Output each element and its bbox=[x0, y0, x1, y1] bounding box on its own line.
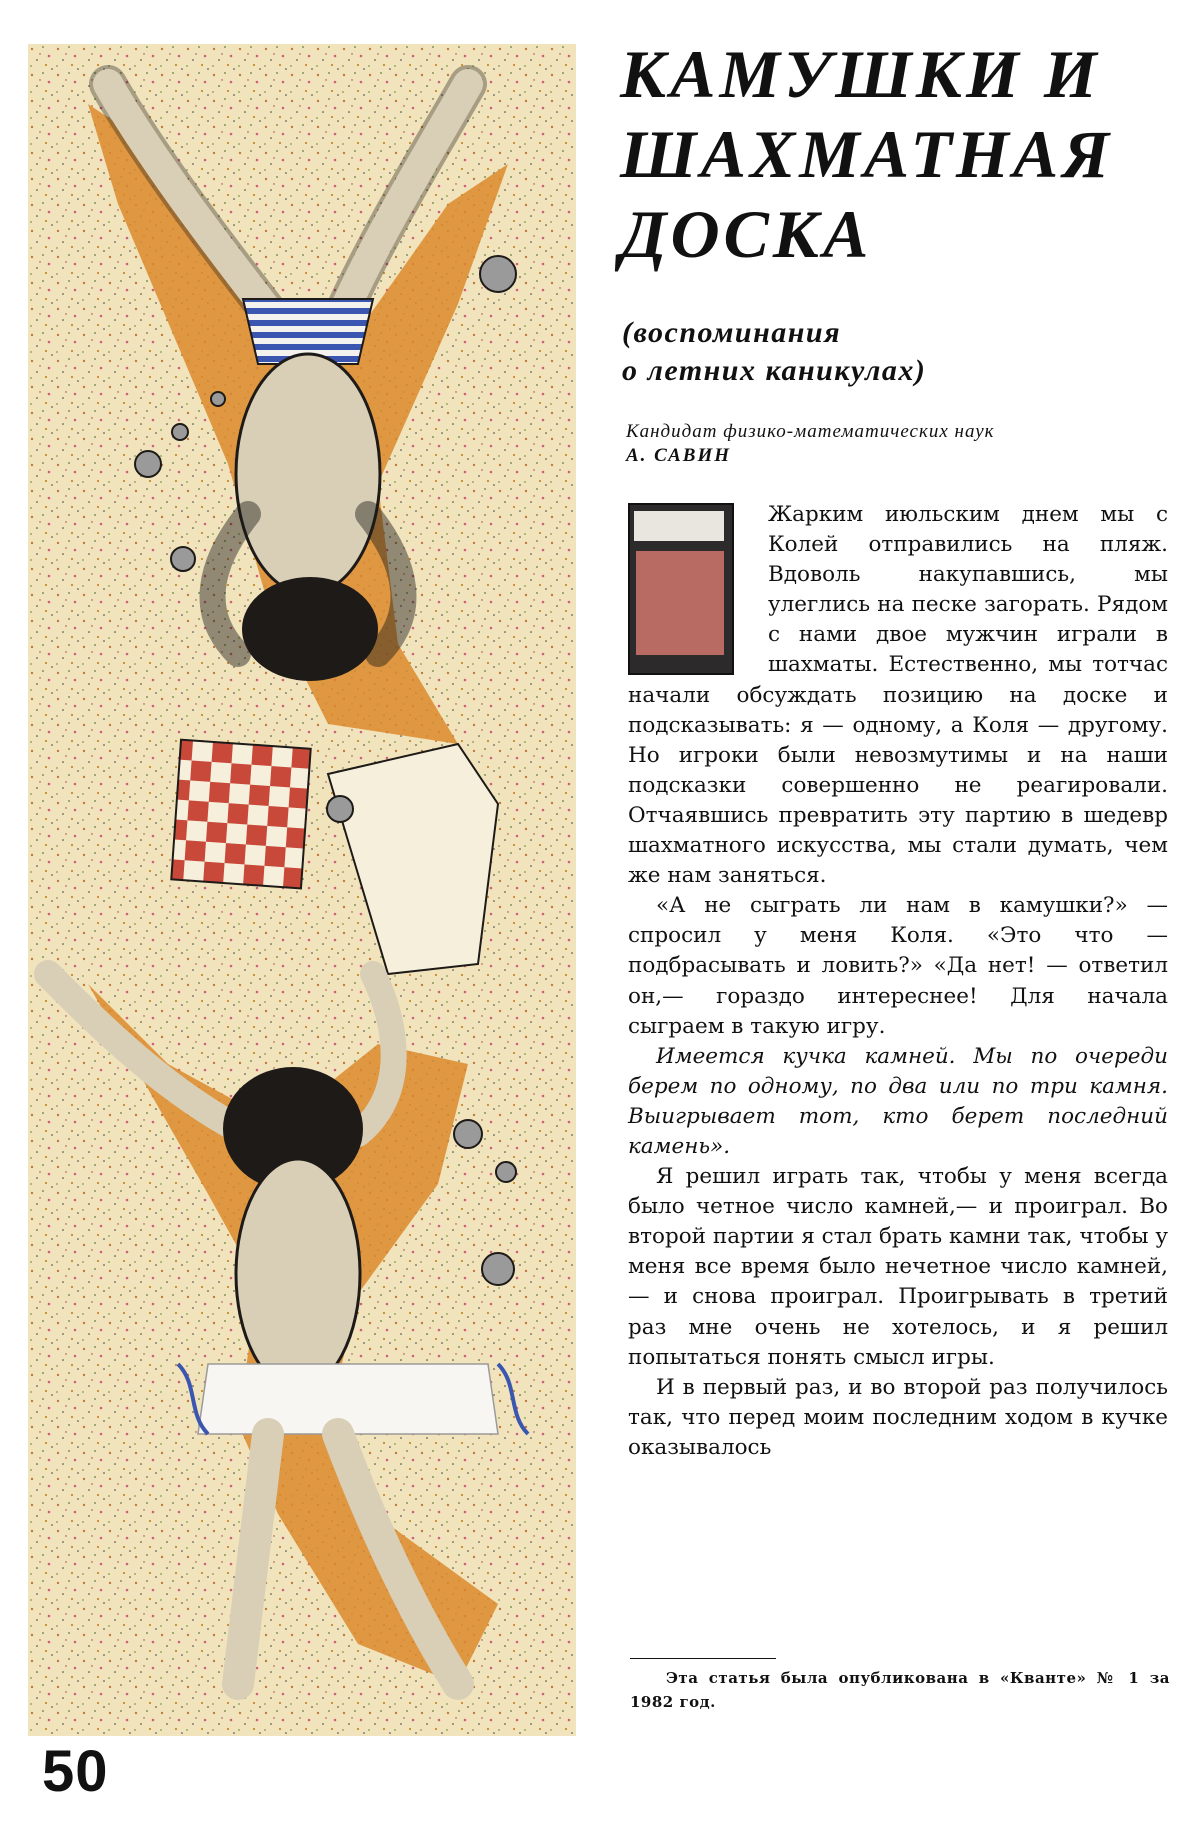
game-rule-paragraph: Имеется кучка камней. Мы по очереди берем по одному, по два или по три камня. Выигрывает тот, кто берет последний камень». bbox=[628, 1043, 1168, 1159]
paragraph: «А не сыграть ли нам в камушки?» — спросил у меня Коля. «Это что — подбрасывать и ловить?» «Да нет! — ответил он,— гораздо интереснее! Для начала сыграем в такую игру. bbox=[628, 893, 1168, 1039]
article-subtitle bbox=[622, 314, 1122, 390]
pebble bbox=[211, 392, 225, 406]
page-number: 50 bbox=[42, 1739, 109, 1804]
subtitle-line: о летних каникулах) bbox=[622, 354, 927, 387]
pebble bbox=[171, 547, 195, 571]
cover-masthead bbox=[634, 511, 724, 541]
subtitle-line: (воспоминания bbox=[622, 316, 842, 349]
paragraph: Я решил играть так, чтобы у меня всегда было четное число камней,— и проиграл. Во второй партии я стал брать камни так, чтобы у меня все время было нечетное число камней,— и снова проиграл. Проигрывать в третий раз мне очень не хотелось, и я решил попытаться понять смысл игры. bbox=[628, 1164, 1168, 1370]
pebble bbox=[135, 451, 161, 477]
beach-illustration-drawing bbox=[28, 44, 576, 1736]
pebble bbox=[454, 1120, 482, 1148]
chessboard bbox=[171, 740, 310, 889]
pebble bbox=[172, 424, 188, 440]
lower-child-torso bbox=[236, 1159, 360, 1389]
magazine-cover-image bbox=[628, 503, 734, 675]
pebble bbox=[496, 1162, 516, 1182]
footnote: Эта статья была опубликована в «Кванте» № 1 за 1982 год. bbox=[630, 1669, 1170, 1711]
pebble bbox=[480, 256, 516, 292]
author-name: А. САВИН bbox=[626, 445, 732, 466]
title-line: ШАХМАТНАЯ bbox=[620, 116, 1114, 192]
upper-child-hair bbox=[242, 577, 378, 681]
title-line: КАМУШКИ И bbox=[620, 36, 1101, 112]
paragraph: И в первый раз, и во второй раз получилось так, что перед моим последним ходом в кучке оказывалось bbox=[628, 1374, 1168, 1460]
cover-artwork bbox=[636, 551, 724, 655]
beach-illustration bbox=[28, 44, 576, 1736]
footnote-divider bbox=[630, 1658, 776, 1659]
title-line: ДОСКА bbox=[620, 196, 873, 272]
author-block bbox=[626, 420, 1166, 468]
paragraph: Жарким июльским днем мы с Колей отправились на пляж. Вдоволь накупавшись, мы улеглись на песке загорать. Рядом с нами двое мужчин играли в шахматы. Естественно, мы тотчас начали обсуждать позицию на доске и подсказывать: я — одному, а Коля — другому. Но игроки были невозмутимы и на наши подсказки совершенно не реагировали. Отчаявшись превратить эту партию в шедевр шахматного искусства, мы стали думать, чем же нам заняться. bbox=[628, 502, 1168, 889]
author-degree: Кандидат физико-математических наук bbox=[626, 421, 995, 442]
pebble bbox=[327, 796, 353, 822]
article-title bbox=[620, 34, 1180, 274]
pebble bbox=[482, 1253, 514, 1285]
upper-child-torso bbox=[236, 354, 380, 594]
